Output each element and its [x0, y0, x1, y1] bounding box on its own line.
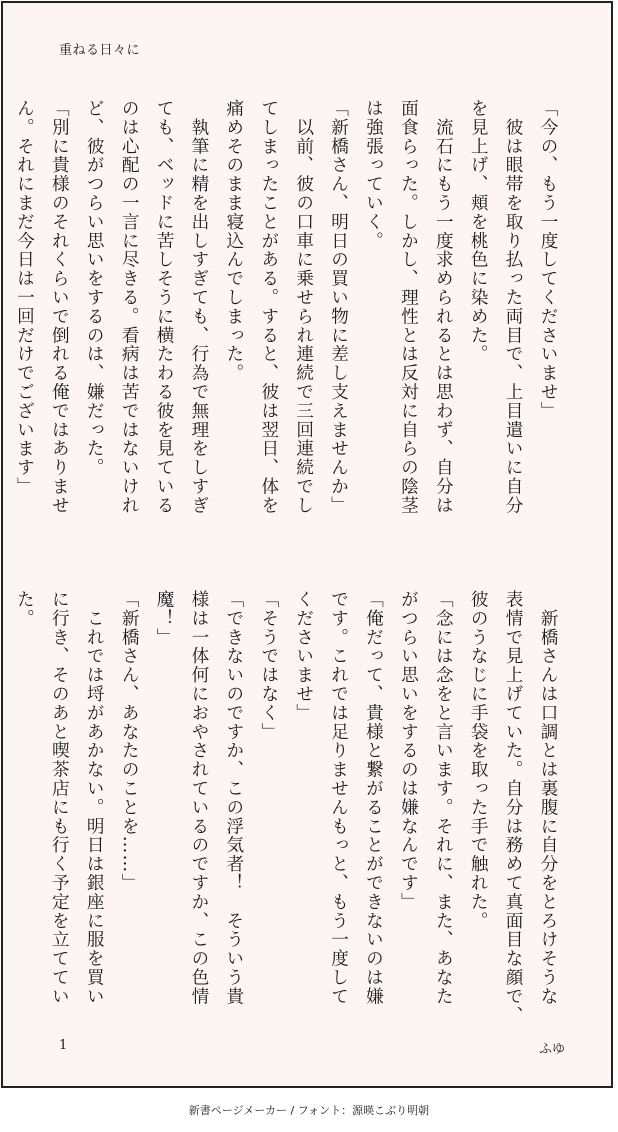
- text-line: 「できないのですか、この浮気者！ そういう貴: [223, 590, 244, 1006]
- text-line: 「俺だって、貴様と繋がることができないのは嫌: [363, 590, 384, 1006]
- text-line: 「今の、もう一度してくださいませ」: [538, 99, 558, 421]
- text-line: 痛めそのまま寝込んでしまった。: [223, 99, 244, 383]
- text-block-bottom: [7, 590, 566, 1030]
- page-number: 1: [59, 1038, 68, 1053]
- text-line: に行き、そのあと喫茶店にも行く予定を立ててい: [49, 590, 70, 1006]
- text-line: 新橋さんは口調とは裏腹に自分をとろけそうな: [538, 590, 558, 1006]
- text-line: です。これでは足りませんもっと、もう一度して: [328, 590, 349, 1006]
- text-line: ん。それにまだ今日は一回だけでございます」: [14, 99, 35, 496]
- text-line: を見上げ、頬を桃色に染めた。: [468, 99, 489, 364]
- text-line: のは心配の一言に尽きる。看病は苦ではないけれ: [119, 99, 140, 515]
- text-block-top: [7, 99, 566, 539]
- text-line: 「そうではなく」: [258, 590, 279, 742]
- text-line: 「別に貴様のそれくらいで倒れる俺ではありませ: [49, 99, 70, 515]
- author-name: ふゆ: [539, 1042, 566, 1057]
- text-line: 「新橋さん、明日の買い物に差し支えませんか」: [328, 99, 349, 515]
- text-line: 魔！」: [154, 590, 175, 647]
- text-line: ど、彼がつらい思いをするのは、嫌だった。: [84, 99, 105, 477]
- text-line: 様は一体何におやされているのですか、この色情: [188, 590, 209, 1006]
- text-line: 面食らった。しかし、理性とは反対に自らの陰茎: [398, 99, 419, 515]
- text-line: 「念には念をと言います。それに、また、あなた: [433, 590, 454, 1006]
- text-line: 表情で見上げていた。自分は務めて真面目な顔で、: [503, 590, 524, 1025]
- credit-footer: 新書ページメーカー / フォント：源暎こぶり明朝: [188, 1104, 430, 1117]
- text-line: 以前、彼の口車に乗せられ連続で三回連続でし: [293, 99, 314, 515]
- book-page: [1, 1, 613, 1088]
- text-line: 彼のうなじに手袋を取った手で触れた。: [468, 590, 489, 931]
- text-line: がつらい思いをするのは嫌なんです」: [398, 590, 419, 912]
- running-header-title: 重ねる日々に: [59, 43, 141, 58]
- text-line: ても、ベッドに苦しそうに横たわる彼を見ている: [154, 99, 175, 515]
- text-line: 彼は眼帯を取り払った両目で、上目遣いに自分: [503, 99, 524, 515]
- text-line: 「新橋さん、あなたのことを……」: [119, 590, 140, 893]
- text-line: これでは埒があかない。明日は銀座に服を買い: [84, 590, 105, 1006]
- text-line: は強張っていく。: [363, 99, 384, 251]
- text-line: 流石にもう一度求められるとは思わず、自分は: [433, 99, 454, 515]
- text-line: てしまったことがある。すると、彼は翌日、体を: [258, 99, 279, 515]
- text-line: た。: [14, 590, 35, 628]
- text-line: 執筆に精を出しすぎても、行為で無理をしすぎ: [188, 99, 209, 515]
- text-line: くださいませ」: [293, 590, 314, 723]
